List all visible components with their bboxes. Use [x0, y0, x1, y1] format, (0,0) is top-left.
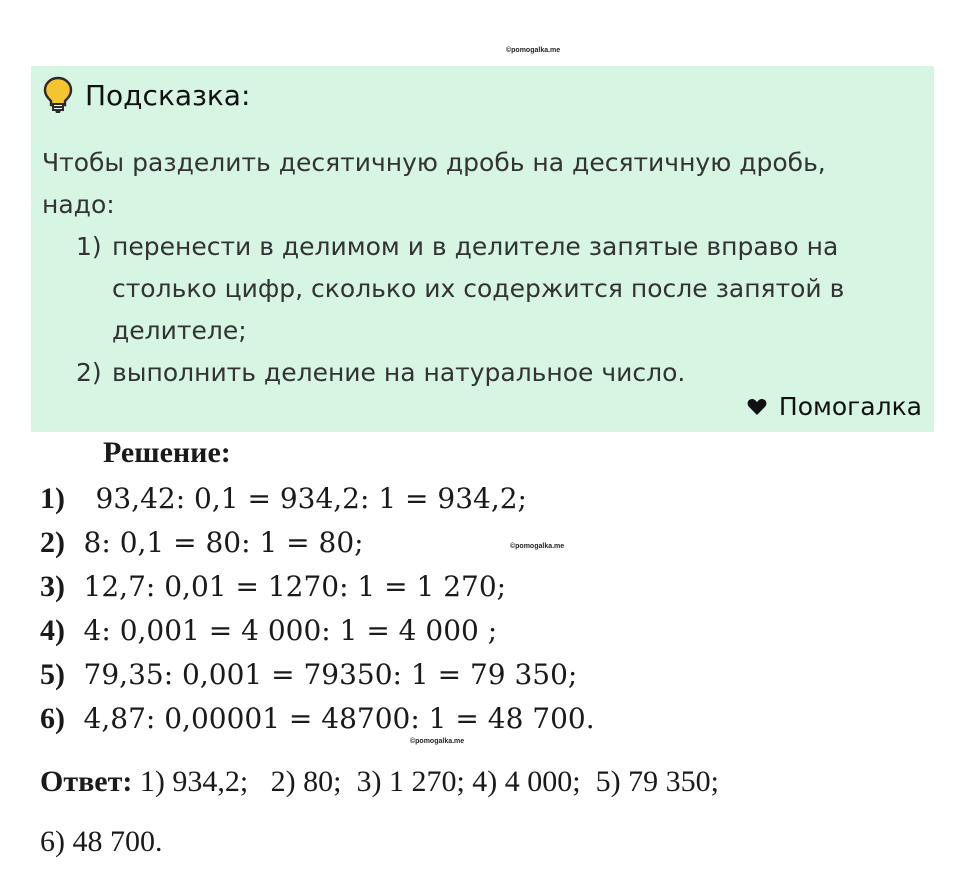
hint-box [31, 66, 934, 432]
solution-item-expression: 79,35: 0,001 = 79350: 1 = 79 350; [83, 658, 578, 691]
solution-list [40, 478, 595, 742]
solution-title: Решение: [103, 436, 231, 469]
hint-intro-line2: надо: [42, 190, 115, 219]
solution-item [40, 610, 595, 654]
answer-line2: 6) 48 700. [40, 825, 163, 858]
solution-item-expression: 12,7: 0,01 = 1270: 1 = 1 270; [83, 570, 507, 603]
solution-item-number: 6) [40, 702, 65, 735]
watermark-bottom: ©pomogalka.me [410, 738, 465, 745]
hint-step-number: 2) [76, 358, 102, 387]
solution-item-number: 1) [40, 482, 65, 515]
solution-item-number: 4) [40, 614, 65, 647]
answer-values: 1) 934,2; 2) 80; 3) 1 270; 4) 4 000; 5) 79 350; [139, 765, 719, 798]
solution-item-expression: 4,87: 0,00001 = 48700: 1 = 48 700. [83, 702, 595, 735]
heart-icon [747, 398, 767, 416]
hint-steps [42, 226, 922, 394]
solution-item-number: 3) [40, 570, 65, 603]
hint-text [42, 142, 922, 394]
solution-item-expression: 8: 0,1 = 80: 1 = 80; [83, 526, 364, 559]
hint-step [42, 226, 922, 352]
answer-line1 [40, 752, 940, 812]
watermark-middle: ©pomogalka.me [510, 543, 565, 550]
brand-name: Помогалка [778, 392, 922, 421]
hint-header [43, 76, 250, 114]
lightbulb-icon [43, 76, 73, 114]
hint-intro-line1: Чтобы разделить десятичную дробь на десятичную дробь, [42, 148, 826, 177]
watermark-top: ©pomogalka.me [506, 47, 561, 54]
solution-item-expression: 93,42: 0,1 = 934,2: 1 = 934,2; [95, 482, 527, 515]
hint-step-number: 1) [76, 232, 102, 261]
solution-item-expression: 4: 0,001 = 4 000: 1 = 4 000 ; [83, 614, 498, 647]
solution-item-number: 5) [40, 658, 65, 691]
answer [40, 752, 940, 872]
brand-signature [747, 392, 922, 421]
solution-item [40, 698, 595, 742]
answer-label: Ответ: [40, 765, 133, 798]
hint-step-text: выполнить деление на натуральное число. [112, 358, 686, 387]
solution-item [40, 566, 595, 610]
hint-step [42, 352, 922, 394]
solution-item [40, 478, 595, 522]
hint-title: Подсказка: [85, 78, 251, 112]
hint-step-text: перенести в делимом и в делителе запятые вправо на столько цифр, сколько их содержится после запятой в делителе; [112, 232, 845, 345]
solution-item-number: 2) [40, 526, 65, 559]
solution-item [40, 654, 595, 698]
